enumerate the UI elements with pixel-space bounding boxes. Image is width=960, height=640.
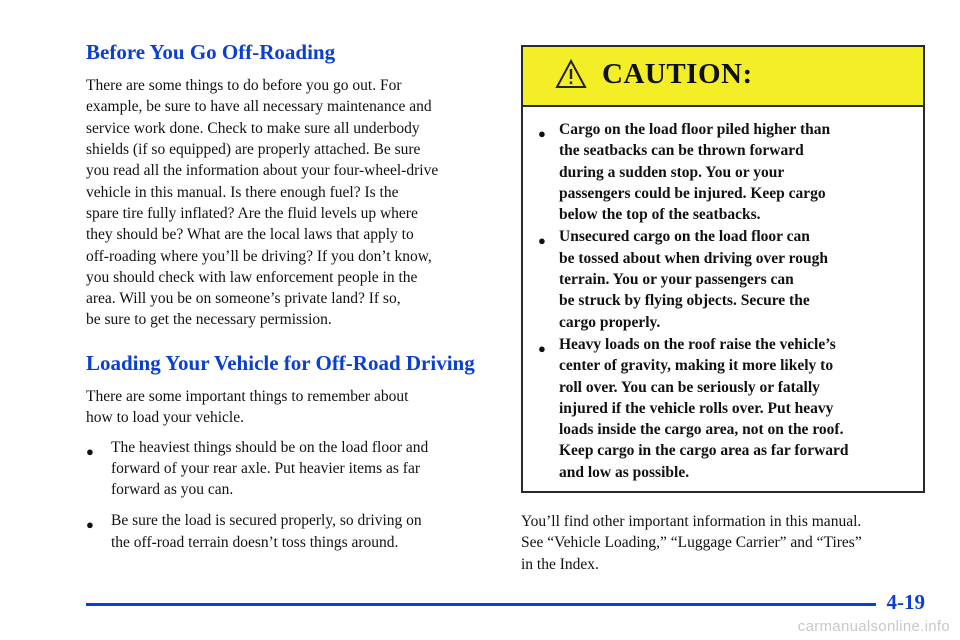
after-caution-paragraph: You’ll find other important information in this manual. See “Vehicle Loading,” “Luggage Carrier” and “Tires” in the Index.	[521, 513, 862, 573]
watermark: carmanualsonline.info	[797, 618, 950, 635]
page-number: 4-19	[886, 590, 925, 614]
left-column	[86, 40, 488, 563]
list-item: ● Unsecured cargo on the load floor can be tossed about when driving over rough terrain. You or your passengers can be struck by flying objects. Secure the cargo properly.	[538, 228, 828, 331]
loading-bullet-list	[86, 437, 488, 553]
section-heading-loading-vehicle: Loading Your Vehicle for Off-Road Driving	[86, 350, 475, 375]
caution-header	[523, 47, 923, 107]
bullet-icon: ●	[538, 126, 546, 141]
footer-rule	[86, 603, 876, 606]
list-item: ● Cargo on the load floor piled higher than the seatbacks can be thrown forward during a sudden stop. You or your passengers could be injured. Keep cargo below the top of the seatbacks.	[538, 121, 831, 224]
section-body-paragraph: There are some things to do before you go out. For example, be sure to have all necessary maintenance and service work done. Check to make sure all underbody shields (if so equipped) are properly attached. Be sure you read all the information about your four-wheel-drive vehicle in this manual. Is there enough fuel? Is the spare tire fully inflated? Are the fluid levels up where they should be? What are the local laws that apply to off-roading where you’ll be driving? If you don’t know, you should check with law enforcement people in the area. Will you be on someone’s private land? If so, be sure to get the necessary permission.	[86, 77, 439, 329]
list-item: ● Heavy loads on the roof raise the vehicle’s center of gravity, making it more likely to roll over. You can be seriously or fatally injured if the vehicle rolls over. Put heavy loads inside the cargo area, not on the roof. Keep cargo in the cargo area as far forward and low as possible.	[538, 335, 849, 481]
bullet-icon: ●	[86, 443, 94, 459]
bullet-icon: ●	[86, 517, 94, 533]
section-intro-paragraph: There are some important things to remember about how to load your vehicle.	[86, 387, 409, 427]
caution-box	[521, 45, 925, 493]
caution-title: CAUTION:	[602, 58, 753, 90]
caution-list	[523, 107, 923, 483]
bullet-icon: ●	[538, 340, 546, 356]
bullet-icon: ●	[538, 233, 546, 249]
warning-triangle-icon	[555, 59, 587, 89]
list-item: ● Be sure the load is secured properly, so driving on the off-road terrain doesn’t toss things around.	[86, 512, 422, 551]
section-heading-before-off-roading: Before You Go Off-Roading	[86, 40, 336, 64]
list-item: ● The heaviest things should be on the load floor and forward of your rear axle. Put heavier items as far forward as you can.	[86, 438, 429, 499]
